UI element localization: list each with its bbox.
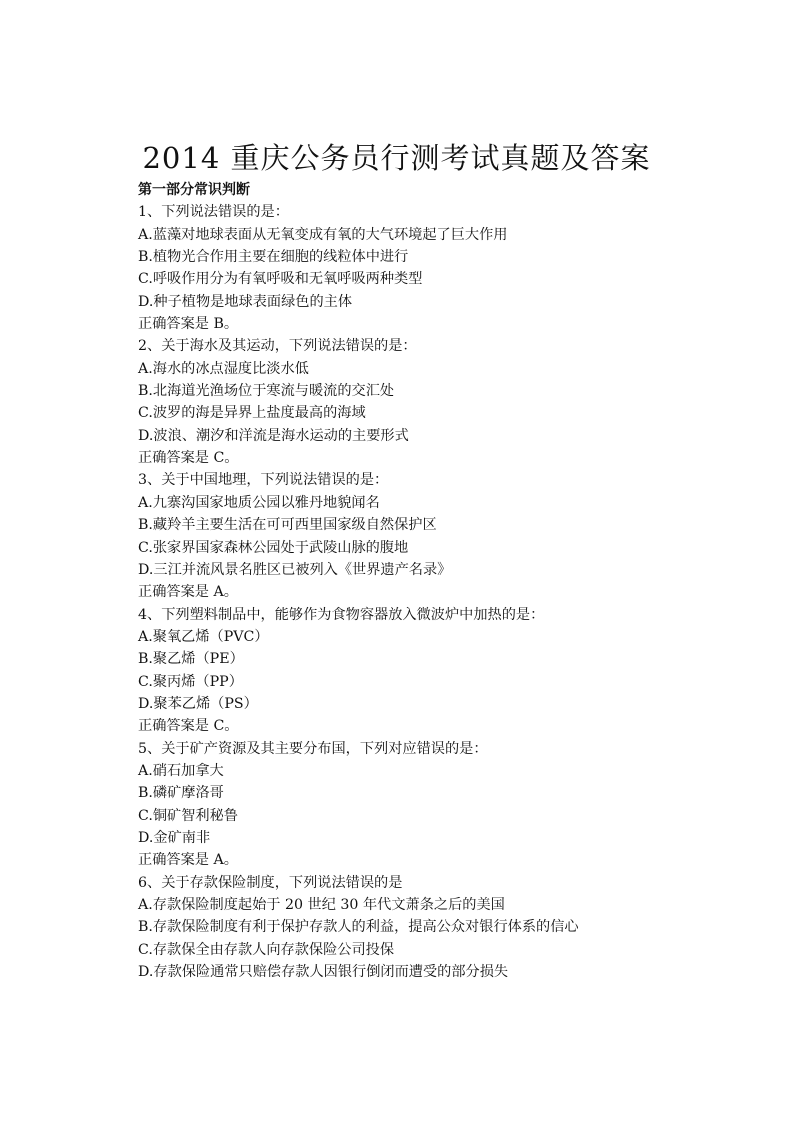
question-block: [138, 201, 758, 335]
option-a: A.海水的冰点湿度比淡水低: [138, 360, 309, 377]
answer-line: 正确答案是 A。: [138, 584, 238, 601]
answer-line: 正确答案是 C。: [138, 450, 239, 467]
option-a: A.九寨沟国家地质公园以雅丹地貌闻名: [138, 494, 380, 511]
question-stem: 4、下列塑料制品中，能够作为食物容器放入微波炉中加热的是：: [138, 606, 545, 623]
option-d: D.种子植物是地球表面绿色的主体: [138, 293, 353, 310]
question-block: [138, 738, 758, 872]
option-c: C.铜矿智利秘鲁: [138, 807, 238, 824]
option-a: A.存款保险制度起始于 20 世纪 30 年代文萧条之后的美国: [138, 897, 505, 913]
option-a: A.硝石加拿大: [138, 762, 224, 779]
question-stem: 5、关于矿产资源及其主要分布国，下列对应错误的是：: [138, 740, 488, 757]
option-b: B.存款保险制度有利于保护存款人的利益，提高公众对银行体系的信心: [138, 919, 579, 936]
question-block: [138, 604, 758, 738]
option-a: A.聚氧乙烯（PVC）: [138, 628, 269, 645]
option-b: B.北海道光渔场位于寒流与暖流的交汇处: [138, 383, 395, 400]
option-c: C.张家界国家森林公园处于武陵山脉的腹地: [138, 539, 409, 556]
option-b: B.聚乙烯（PE）: [138, 651, 244, 668]
answer-line: 正确答案是 C。: [138, 718, 239, 735]
question-block: [138, 469, 758, 603]
option-a: A.蓝藻对地球表面从无氧变成有氧的大气环境起了巨大作用: [138, 226, 508, 243]
question-stem: 1、下列说法错误的是：: [138, 204, 289, 221]
question-stem: 3、关于中国地理，下列说法错误的是：: [138, 472, 389, 489]
option-c: C.波罗的海是异界上盐度最高的海域: [138, 405, 366, 422]
question-block: [138, 872, 758, 984]
option-b: B.藏羚羊主要生活在可可西里国家级自然保护区: [138, 517, 437, 534]
option-b: B.磷矿摩洛哥: [138, 785, 224, 802]
option-d: D.存款保险通常只赔偿存款人因银行倒闭而遭受的部分损失: [138, 964, 509, 981]
page-title: 2014 重庆公务员行测考试真题及答案: [142, 141, 651, 175]
option-c: C.聚丙烯（PP）: [138, 673, 243, 690]
option-d: D.波浪、潮汐和洋流是海水运动的主要形式: [138, 427, 409, 444]
option-c: C.存款保全由存款人向存款保险公司投保: [138, 941, 395, 958]
section-heading: 第一部分常识判断: [138, 182, 250, 198]
question-stem: 6、关于存款保险制度，下列说法错误的是: [138, 874, 403, 891]
option-c: C.呼吸作用分为有氧呼吸和无氧呼吸两种类型: [138, 271, 423, 288]
option-d: D.三江并流风景名胜区已被列入《世界遗产名录》: [138, 561, 452, 578]
option-d: D.金矿南非: [138, 829, 211, 846]
option-b: B.植物光合作用主要在细胞的线粒体中进行: [138, 249, 409, 266]
question-stem: 2、关于海水及其运动，下列说法错误的是：: [138, 338, 417, 355]
document-body: [138, 179, 758, 983]
answer-line: 正确答案是 A。: [138, 852, 238, 869]
answer-line: 正确答案是 B。: [138, 316, 239, 333]
question-block: [138, 335, 758, 469]
option-d: D.聚苯乙烯（PS）: [138, 695, 258, 712]
